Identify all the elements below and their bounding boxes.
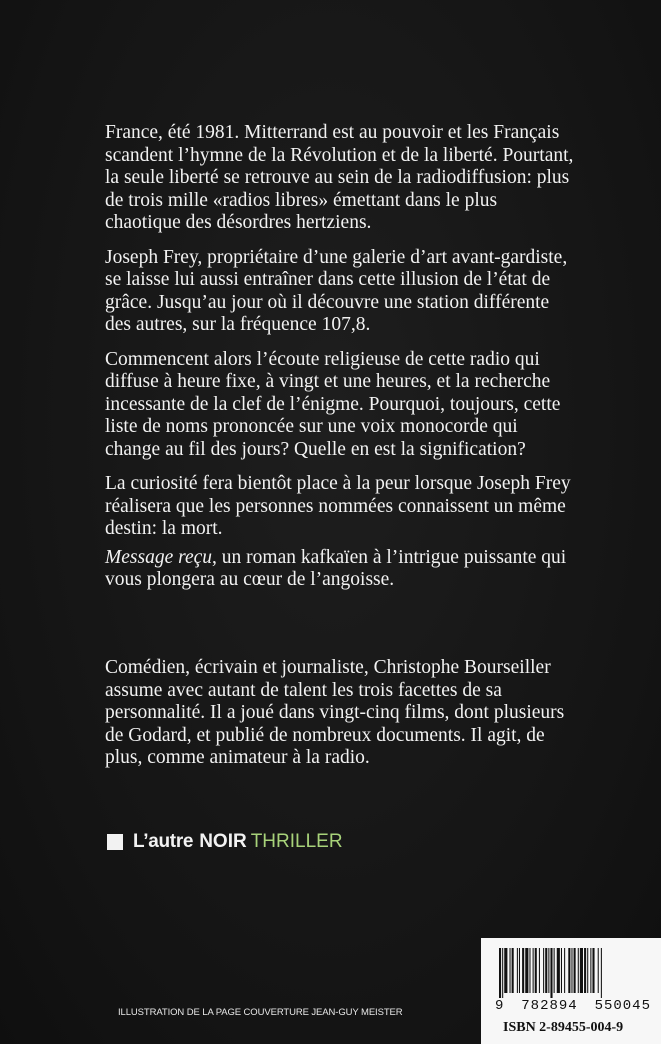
barcode-bar: [522, 948, 524, 993]
collection-logo: [107, 831, 343, 853]
barcode-bar: [564, 948, 565, 993]
barcode-bar: [557, 948, 560, 993]
blurb-paragraph-4: La curiosité fera bientôt place à la peur lorsque Joseph Frey réalisera que les personnes nommées connaissent un même destin: la mort.: [105, 473, 571, 539]
barcode-digits-left: 782894: [521, 998, 578, 1014]
barcode-bar: [568, 948, 570, 993]
barcode-bar: [539, 948, 540, 993]
barcode-digit-lead: 9: [495, 998, 505, 1014]
barcode-bar: [578, 948, 579, 993]
barcode-bar: [502, 948, 503, 998]
barcode-digits: [495, 998, 651, 1014]
barcode-image: [499, 948, 643, 998]
barcode-bar: [580, 948, 583, 993]
barcode-bar: [601, 948, 602, 998]
barcode-bar: [543, 948, 544, 993]
barcode-bar: [525, 948, 528, 993]
barcode-bar: [548, 948, 549, 993]
barcode-bar: [584, 948, 586, 993]
barcode-bar: [554, 948, 555, 993]
cover-illustration-credit: ILLUSTRATION DE LA PAGE COUVERTURE JEAN-GUY MEISTER: [118, 1007, 403, 1018]
blurb-paragraph-3: Commencent alors l’écoute religieuse de cette radio qui diffuse à heure fixe, à vingt et une heures, et la recherche incessante de la clef de l’énigme. Pourquoi, toujours, cette liste de noms prononcée sur une voix monocorde qui change au fil des jours? Quelle en est la signification?: [105, 348, 561, 460]
barcode-bar: [561, 948, 562, 993]
collection-brand: L’autre: [133, 831, 194, 852]
back-cover-blurb: [105, 122, 575, 604]
barcode-bar: [598, 948, 599, 993]
book-title: Message reçu: [105, 546, 213, 568]
blurb-paragraph-5-text: , un roman kafkaïen à l’intrigue puissante qui vous plongera au cœur de l’angoisse.: [105, 546, 567, 590]
barcode-bar: [550, 948, 552, 998]
barcode-bar: [512, 948, 514, 993]
barcode-bar: [499, 948, 501, 998]
barcode-bar: [529, 948, 530, 993]
blurb-paragraph-5: [105, 547, 575, 592]
square-bullet-icon: [107, 834, 123, 850]
barcode-bar: [590, 948, 591, 993]
barcode-digits-right: 550045: [594, 998, 651, 1014]
barcode-bar: [533, 948, 534, 993]
isbn-number: ISBN 2-89455-004-9: [503, 1020, 624, 1035]
barcode-bar: [519, 948, 520, 993]
collection-noir: NOIR: [199, 831, 247, 852]
barcode-bar: [574, 948, 576, 993]
barcode-bar: [592, 948, 594, 993]
blurb-paragraph-1: France, été 1981. Mitterrand est au pouvoir et les Français scandent l’hymne de la Révolution et de la liberté. Pourtant, la seule liberté se retrouve au sein de la radiodiffusion: plus de trois mille «radios libres» émettant dans le plus chaotique des désordres hertziens.: [105, 122, 574, 233]
author-bio: [105, 657, 575, 770]
isbn-barcode-panel: [481, 938, 661, 1044]
author-bio-text: Comédien, écrivain et journaliste, Christophe Bourseiller assume avec autant de talent les trois facettes de sa personnalité. Il a joué dans vingt-cinq films, dont plusieurs de Godard, et publié de nombreux documents. Il agit, de plus, comme animateur à la radio.: [105, 657, 565, 768]
barcode-bar: [545, 948, 547, 993]
barcode-bar: [517, 948, 518, 993]
blurb-paragraph-2: Joseph Frey, propriétaire d’une galerie d’art avant-gardiste, se laisse lui aussi entraîner dans cette illusion de l’état de grâce. Jusqu’au jour où il découvre une station différente des autres, sur la fréquence 107,8.: [105, 246, 568, 335]
barcode-bar: [587, 948, 588, 993]
barcode-bar: [535, 948, 537, 993]
barcode-bar: [504, 948, 507, 993]
barcode-bar: [571, 948, 572, 993]
barcode-bar: [510, 948, 511, 993]
collection-genre: THRILLER: [250, 831, 343, 852]
